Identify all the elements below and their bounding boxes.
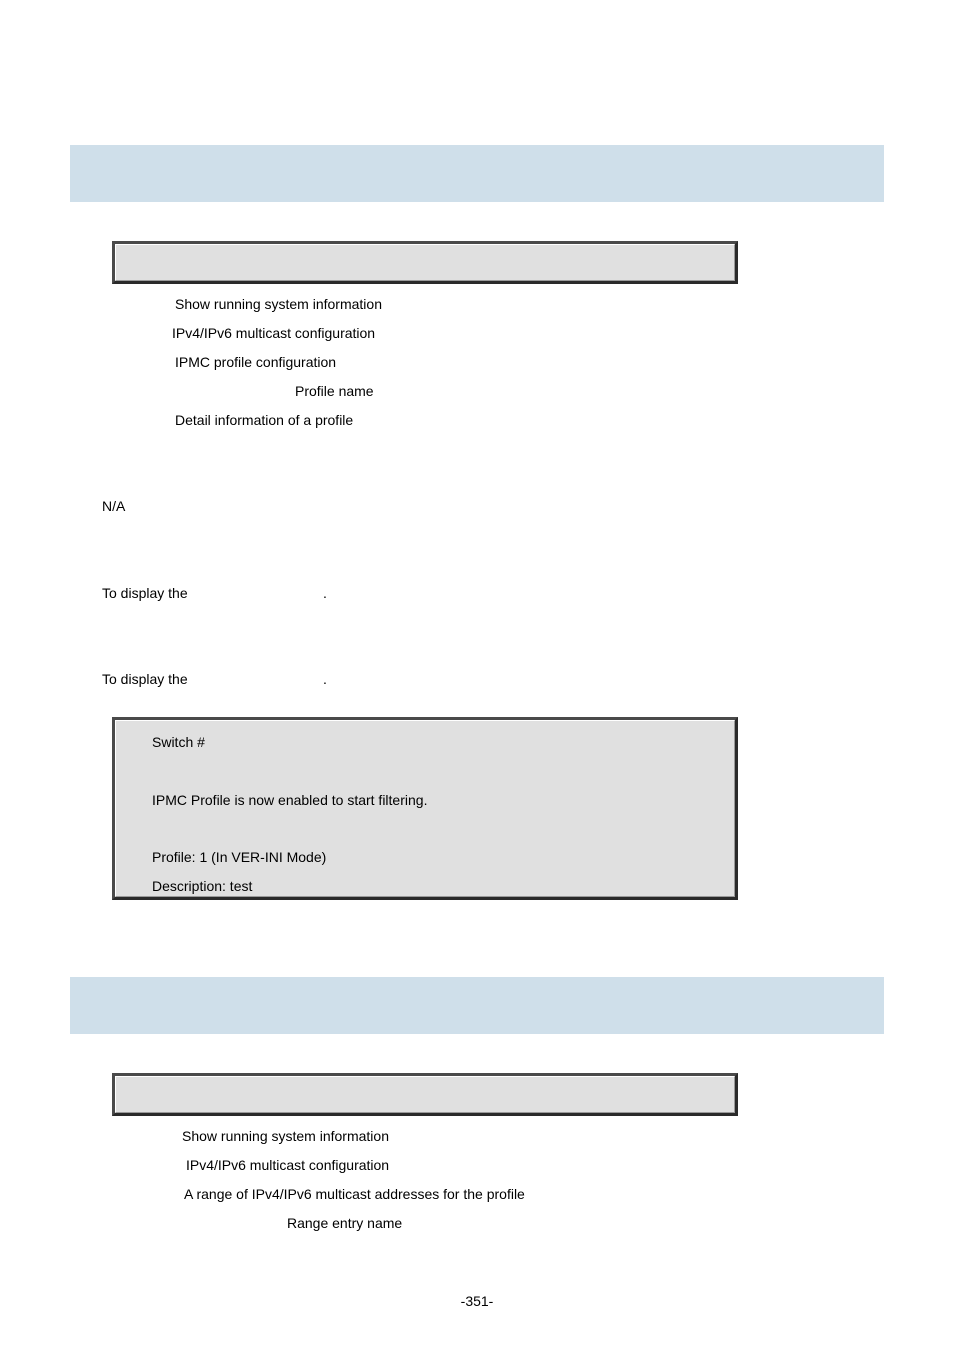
usage-text-suffix: . (323, 585, 327, 601)
section-heading-banner-2 (70, 977, 884, 1034)
usage-text-prefix: To display the (102, 585, 188, 601)
example-text-suffix: . (323, 671, 327, 687)
param-ipmc: IPv4/IPv6 multicast configuration (172, 325, 376, 341)
command-syntax-box-2 (112, 1073, 738, 1116)
page-number: -351- (460, 1293, 494, 1309)
section-heading-banner (70, 145, 884, 202)
param-range: A range of IPv4/IPv6 multicast addresses for the profile (184, 1186, 525, 1202)
example-line-prompt: Switch # (152, 734, 205, 750)
param-range-name: Range entry name (287, 1215, 403, 1231)
param-show: Show running system information (175, 296, 382, 312)
param-profile-name: Profile name (295, 383, 374, 399)
example-line-description: Description: test (152, 878, 253, 894)
command-syntax-box (112, 241, 738, 284)
default-value: N/A (102, 498, 126, 514)
param-detail: Detail information of a profile (175, 412, 354, 428)
example-line-profile: Profile: 1 (In VER-INI Mode) (152, 849, 327, 865)
example-output-box (112, 717, 738, 900)
example-line-status: IPMC Profile is now enabled to start filtering. (152, 792, 428, 808)
param-profile: IPMC profile configuration (175, 354, 337, 370)
example-text-prefix: To display the (102, 671, 188, 687)
param-show-2: Show running system information (182, 1128, 389, 1144)
param-ipmc-2: IPv4/IPv6 multicast configuration (186, 1157, 390, 1173)
